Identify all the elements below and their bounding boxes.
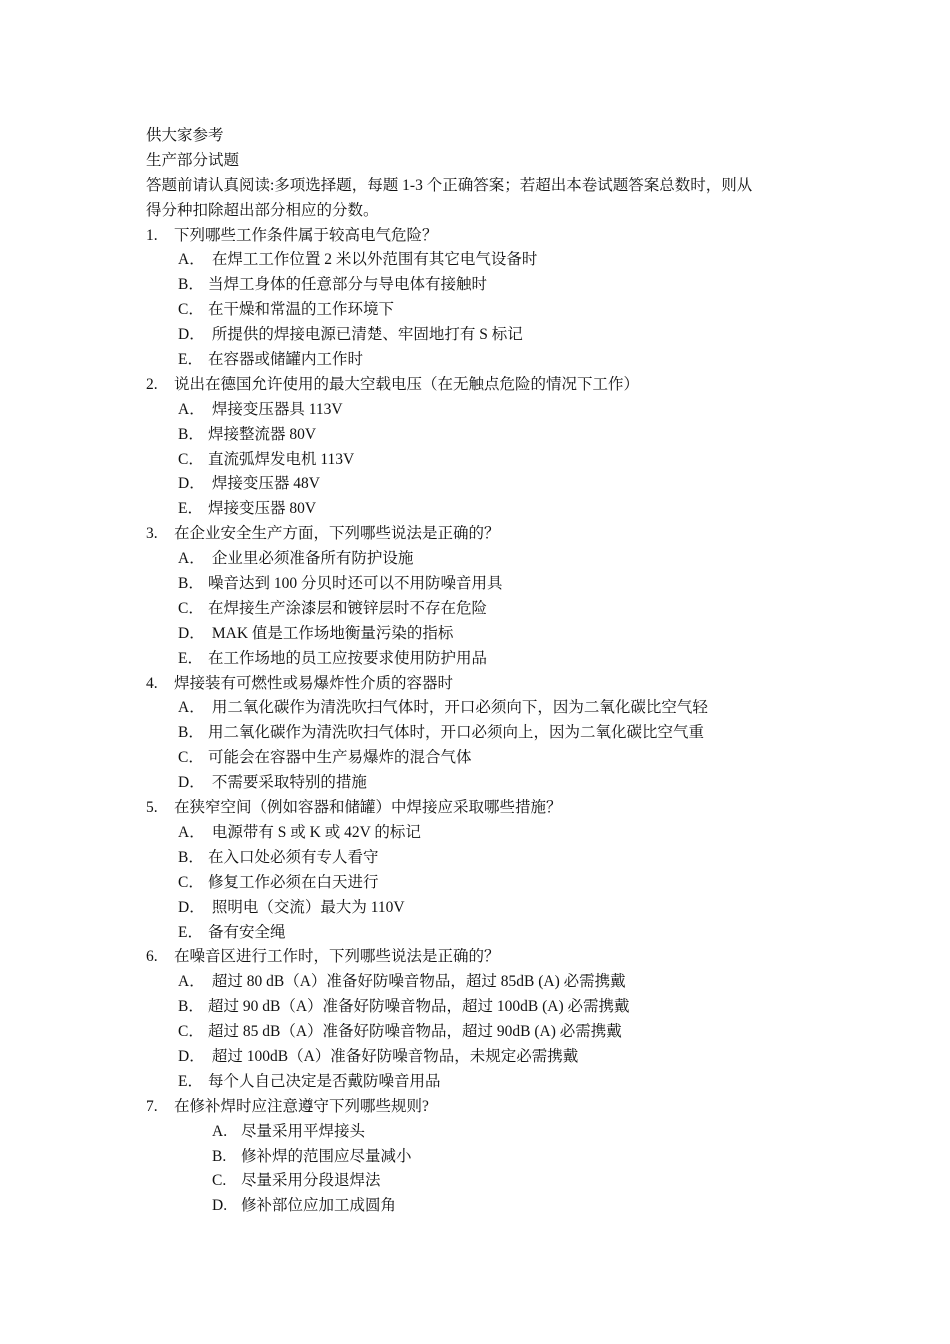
option-label: B．	[178, 998, 204, 1016]
option-5c	[146, 871, 826, 896]
option-text: 每个人自己决定是否戴防噪音用品	[208, 1072, 441, 1090]
option-text: 超过 85 dB（A）准备好防噪音物品，超过 90dB (A) 必需携戴	[208, 1023, 622, 1041]
option-2b	[146, 423, 826, 448]
option-text: 备有安全绳	[208, 923, 286, 941]
question-number: 3.	[146, 525, 158, 543]
option-text: 在工作场地的员工应按要求使用防护用品	[208, 649, 488, 667]
option-4a	[146, 696, 826, 721]
option-6e	[146, 1070, 826, 1095]
option-1d	[146, 323, 826, 348]
option-label: B．	[178, 848, 204, 866]
option-text: 可能会在容器中生产易爆炸的混合气体	[208, 749, 472, 767]
option-label: C.	[212, 1172, 227, 1190]
question-text: 在修补焊时应注意遵守下列哪些规则?	[174, 1097, 429, 1115]
question-text: 说出在德国允许使用的最大空载电压（在无触点危险的情况下工作）	[174, 375, 640, 393]
option-label: C．	[178, 450, 204, 468]
option-3a	[146, 547, 826, 572]
option-4d	[146, 771, 826, 796]
option-label: A．	[178, 251, 205, 269]
question-text: 在噪音区进行工作时，下列哪些说法是正确的？	[174, 948, 500, 966]
option-text: 修复工作必须在白天进行	[208, 873, 379, 891]
option-1a	[146, 248, 826, 273]
option-text: 电源带有 S 或 K 或 42V 的标记	[208, 823, 421, 841]
option-3d	[146, 622, 826, 647]
option-label: C．	[178, 301, 204, 319]
option-label: D．	[178, 774, 205, 792]
option-6b	[146, 995, 826, 1020]
instructions-line-2: 得分种扣除超出部分相应的分数。	[146, 201, 379, 219]
option-6c	[146, 1020, 826, 1045]
option-text: 直流弧焊发电机 113V	[208, 450, 355, 468]
option-text: 当焊工身体的任意部分与导电体有接触时	[208, 276, 488, 294]
option-text: 在入口处必须有专人看守	[208, 848, 379, 866]
option-label: E．	[178, 923, 203, 941]
option-label: A．	[178, 823, 205, 841]
option-text: 尽量采用平焊接头	[241, 1122, 366, 1140]
option-4c	[146, 746, 826, 771]
option-label: D．	[178, 898, 205, 916]
option-text: 用二氧化碳作为清洗吹扫气体时，开口必须向上，因为二氧化碳比空气重	[208, 724, 705, 742]
option-label: B．	[178, 425, 204, 443]
option-6d	[146, 1045, 826, 1070]
question-1	[146, 224, 826, 249]
option-3e	[146, 647, 826, 672]
option-label: D．	[178, 1047, 205, 1065]
option-text: 修补部位应加工成圆角	[241, 1197, 397, 1215]
option-text: 不需要采取特别的措施	[208, 774, 367, 792]
option-7d	[146, 1194, 826, 1219]
option-label: A．	[178, 699, 205, 717]
option-text: 照明电（交流）最大为 110V	[208, 898, 405, 916]
option-5d	[146, 896, 826, 921]
option-7c	[146, 1169, 826, 1194]
option-label: D.	[212, 1197, 228, 1215]
question-number: 5.	[146, 799, 158, 817]
option-text: MAK 值是工作场地衡量污染的指标	[208, 624, 454, 642]
question-text: 在狭窄空间（例如容器和储罐）中焊接应采取哪些措施？	[174, 799, 562, 817]
option-5a	[146, 821, 826, 846]
option-text: 焊接变压器 48V	[208, 475, 320, 493]
option-text: 超过 100dB（A）准备好防噪音物品，未规定必需携戴	[208, 1047, 579, 1065]
option-1e	[146, 348, 826, 373]
question-5	[146, 796, 826, 821]
question-6	[146, 945, 826, 970]
option-text: 焊接变压器 80V	[208, 500, 317, 518]
option-text: 超过 90 dB（A）准备好防噪音物品，超过 100dB (A) 必需携戴	[208, 998, 630, 1016]
option-7b	[146, 1145, 826, 1170]
option-label: C．	[178, 1023, 204, 1041]
option-1b	[146, 273, 826, 298]
option-2a	[146, 398, 826, 423]
question-number: 4.	[146, 674, 158, 692]
question-text: 焊接装有可燃性或易爆炸性介质的容器时	[174, 674, 454, 692]
option-label: B．	[178, 276, 204, 294]
option-label: A．	[178, 400, 205, 418]
question-3	[146, 522, 826, 547]
option-6a	[146, 970, 826, 995]
question-number: 1.	[146, 226, 158, 244]
option-label: D．	[178, 624, 205, 642]
page-title: 生产部分试题	[146, 151, 240, 169]
option-text: 在容器或储罐内工作时	[208, 351, 364, 369]
question-text: 下列哪些工作条件属于较高电气危险？	[174, 226, 438, 244]
option-text: 在焊工工作位置 2 米以外范围有其它电气设备时	[208, 251, 538, 269]
question-4	[146, 672, 826, 697]
question-text: 在企业安全生产方面，下列哪些说法是正确的？	[174, 525, 500, 543]
option-label: D．	[178, 475, 205, 493]
option-5b	[146, 846, 826, 871]
option-text: 噪音达到 100 分贝时还可以不用防噪音用具	[208, 575, 503, 593]
option-label: E．	[178, 649, 203, 667]
option-text: 焊接变压器具 113V	[208, 400, 343, 418]
question-number: 6.	[146, 948, 158, 966]
option-7a	[146, 1120, 826, 1145]
option-label: A．	[178, 550, 205, 568]
option-label: B．	[178, 575, 204, 593]
option-label: C．	[178, 599, 204, 617]
option-text: 超过 80 dB（A）准备好防噪音物品，超过 85dB (A) 必需携戴	[208, 973, 626, 991]
option-text: 企业里必须准备所有防护设施	[208, 550, 414, 568]
option-label: B．	[178, 724, 204, 742]
option-text: 焊接整流器 80V	[208, 425, 317, 443]
option-1c	[146, 298, 826, 323]
option-text: 所提供的焊接电源已清楚、牢固地打有 S 标记	[208, 326, 523, 344]
option-text: 用二氧化碳作为清洗吹扫气体时，开口必须向下，因为二氧化碳比空气轻	[208, 699, 708, 717]
document-page	[146, 124, 826, 1219]
question-2	[146, 373, 826, 398]
option-3b	[146, 572, 826, 597]
question-7	[146, 1095, 826, 1120]
option-text: 尽量采用分段退焊法	[241, 1172, 381, 1190]
option-label: E．	[178, 351, 203, 369]
option-text: 修补焊的范围应尽量减小	[241, 1147, 412, 1165]
option-label: B.	[212, 1147, 227, 1165]
option-2c	[146, 448, 826, 473]
option-label: E．	[178, 1072, 203, 1090]
option-label: C．	[178, 873, 204, 891]
option-label: A.	[212, 1122, 228, 1140]
option-label: A．	[178, 973, 205, 991]
option-2e	[146, 497, 826, 522]
question-number: 2.	[146, 375, 158, 393]
option-text: 在焊接生产涂漆层和镀锌层时不存在危险	[208, 599, 488, 617]
option-2d	[146, 472, 826, 497]
reference-note: 供大家参考	[146, 127, 224, 144]
option-text: 在干燥和常温的工作环境下	[208, 301, 395, 319]
option-4b	[146, 721, 826, 746]
option-label: C．	[178, 749, 204, 767]
option-label: D．	[178, 326, 205, 344]
option-label: E．	[178, 500, 203, 518]
option-3c	[146, 597, 826, 622]
option-5e	[146, 921, 826, 946]
instructions-line-1: 答题前请认真阅读:多项选择题，每题 1-3 个正确答案；若超出本卷试题答案总数时，则从	[146, 176, 753, 194]
question-number: 7.	[146, 1097, 158, 1115]
